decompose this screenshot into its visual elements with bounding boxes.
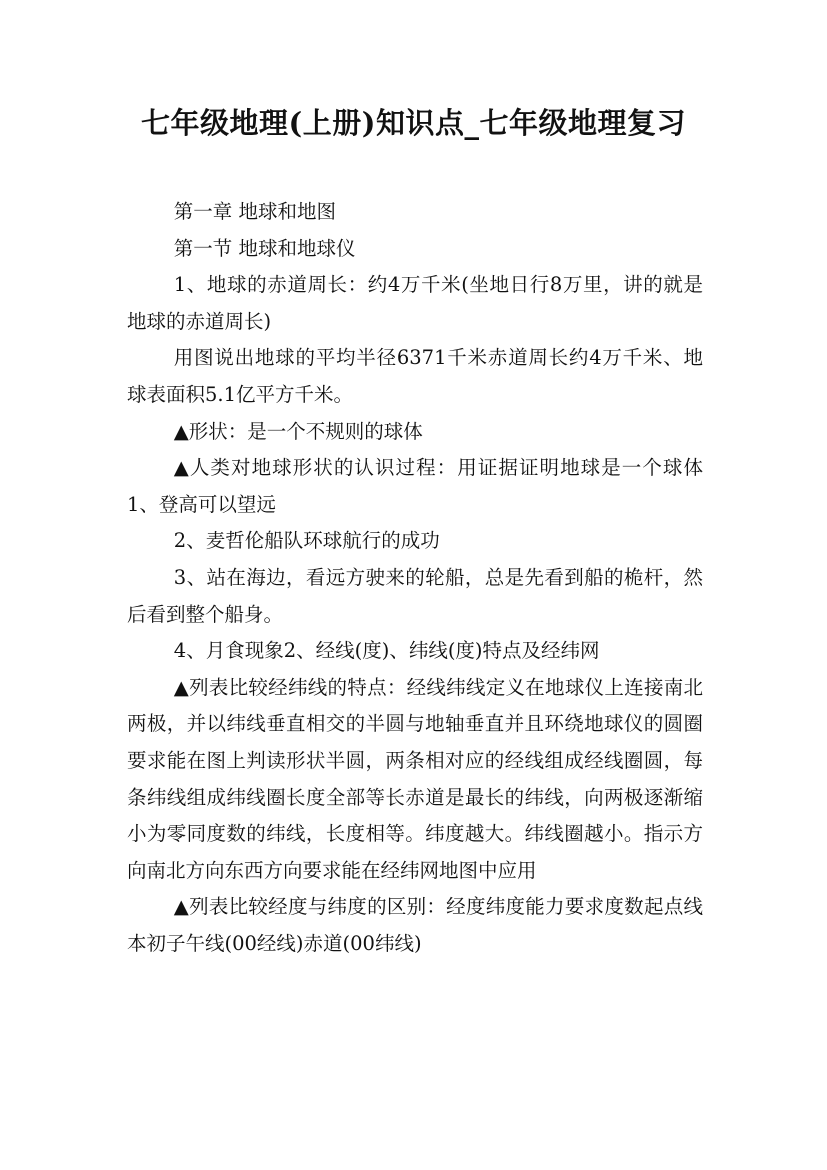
paragraph: 3、站在海边，看远方驶来的轮船，总是先看到船的桅杆，然后看到整个船身。: [127, 565, 703, 626]
paragraph: ▲形状：是一个不规则的球体: [173, 419, 423, 443]
document-body: [127, 194, 703, 962]
section-heading: 第一节 地球和地球仪: [173, 236, 356, 260]
paragraph: 1、地球的赤道周长：约4万千米(坐地日行8万里，讲的就是地球的赤道周长): [127, 273, 703, 333]
paragraph: ▲列表比较经度与纬度的区别：经度纬度能力要求度数起点线本初子午线(00经线)赤道(00纬线): [127, 895, 703, 955]
paragraph: ▲列表比较经纬线的特点：经线纬线定义在地球仪上连接南北两极，并以纬线垂直相交的半圆与地轴垂直并且环绕地球仪的圆圈要求能在图上判读形状半圆，两条相对应的经线组成经线圈圆，每条纬线组成纬线圈长度全部等长赤道是最长的纬线，向两极逐渐缩小为零同度数的纬线，长度相等。纬度越大。纬线圈越小。指示方向南北方向东西方向要求能在经纬网地图中应用: [127, 675, 703, 882]
chapter-heading: 第一章 地球和地图: [173, 200, 336, 223]
paragraph: 用图说出地球的平均半径6371千米赤道周长约4万千米、地球表面积5.1亿平方千米。: [127, 346, 703, 406]
paragraph: ▲人类对地球形状的认识过程：用证据证明地球是一个球体1、登高可以望远: [127, 456, 703, 516]
paragraph: 4、月食现象2、经线(度)、纬线(度)特点及经纬网: [173, 639, 600, 663]
paragraph: 2、麦哲伦船队环球航行的成功: [173, 529, 440, 553]
document-title: 七年级地理(上册)知识点_七年级地理复习: [141, 106, 686, 140]
